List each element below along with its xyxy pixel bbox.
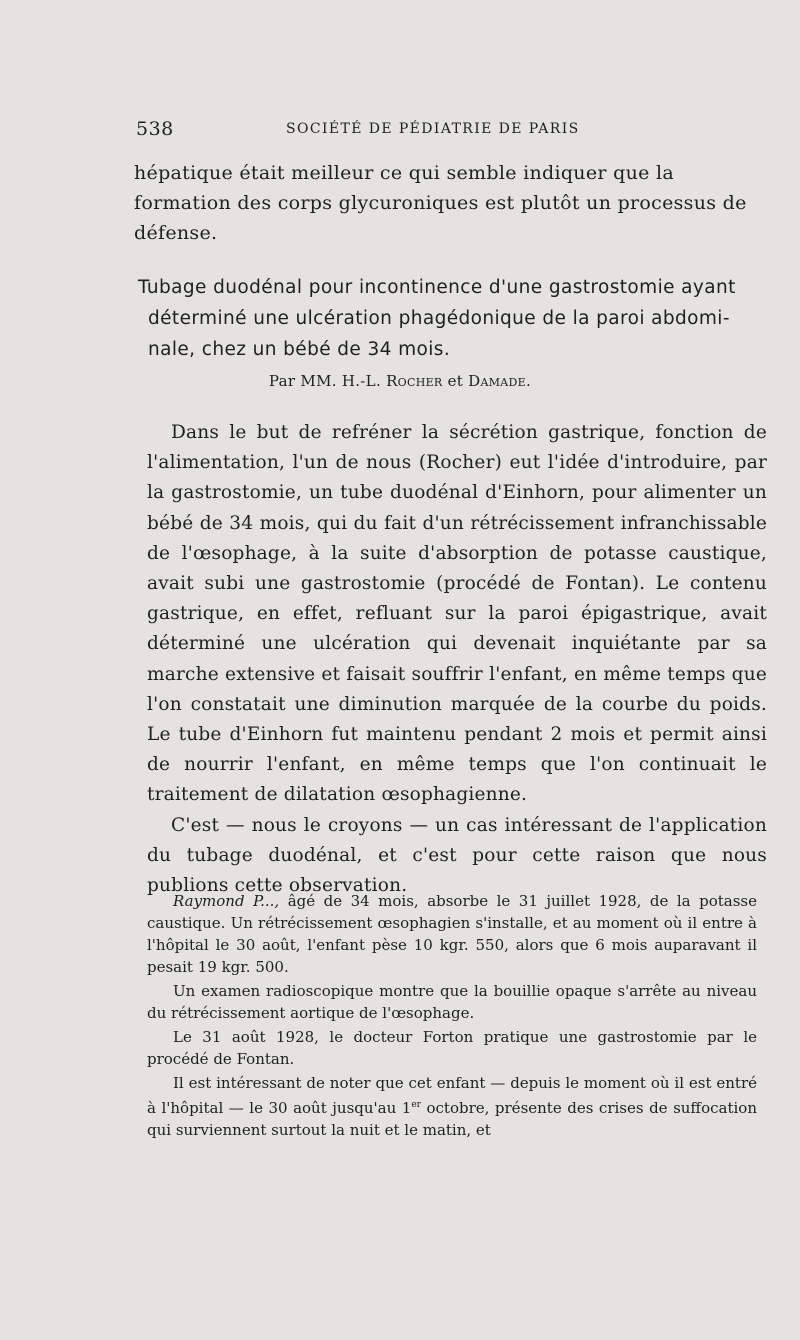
body-paragraph-2: C'est — nous le croyons — un cas intéressant de l'application du tubage duodénal, et c'est pour cette raison que nous publions cette observation.: [147, 814, 767, 897]
case-paragraph-2: Un examen radioscopique montre que la bouillie opaque s'arrête au niveau du rétrécissement aortique de l'œsophage.: [147, 982, 757, 1022]
case-paragraph-1-text: âgé de 34 mois, absorbe le 31 juillet 1928, de la potasse caustique. Un rétrécissement œsophagien s'installe, et au moment où il entre à l'hôpital le 30 août, l'enfant pèse 10 kgr. 550, alors que 6 mois auparavant il pesait 19 kgr. 500.: [147, 892, 757, 976]
case-paragraph-4-text-b: octobre, présente des crises de suffocation qui surviennent surtout la nuit et le matin, et: [147, 1099, 757, 1139]
authors-prefix: Par MM. H.-L.: [268, 372, 387, 390]
title-line-1: Tubage duodénal pour incontinence d'une gastrostomie ayant: [138, 277, 736, 298]
continuation-paragraph: [134, 158, 770, 248]
body-paragraph-1: Dans le but de refréner la sécrétion gastrique, fonction de l'alimentation, l'un de nous (Rocher) eut l'idée d'introduire, par la gastrostomie, un tube duodénal d'Einhorn, pour alimenter un bébé de 34 mois, qui du fait d'un rétrécissement infranchissable de l'œsophage, à la suite d'absorption de potasse caustique, avait subi une gastrostomie (procédé de Fontan). Le contenu gastrique, en effet, refluant sur la paroi épigastrique, avait déterminé une ulcération qui devenait inquiétante par sa marche extensive et faisait souffrir l'enfant, en même temps que l'on constatait une diminution marquée de la courbe du poids. Le tube d'Einhorn fut maintenu pendant 2 mois et permit ainsi de nourrir l'enfant, en même temps que l'on continuait le traitement de dilatation œsophagienne.: [147, 422, 767, 806]
article-body: [147, 418, 767, 901]
article-authors: [0, 372, 800, 390]
author-rocher: Rocher: [386, 372, 443, 390]
authors-suffix: .: [526, 372, 532, 390]
page-header: [136, 118, 756, 142]
patient-name: Raymond P...,: [173, 892, 280, 910]
title-line-2: déterminé une ulcération phagédonique de la paroi abdomi-: [148, 308, 730, 329]
ordinal-superscript: er: [411, 1100, 421, 1110]
authors-join: et: [442, 372, 469, 390]
article-title: [138, 272, 760, 365]
page-number: 538: [136, 118, 174, 140]
continuation-text: hépatique était meilleur ce qui semble indiquer que la formation des corps glycuroniques est plutôt un processus de défense.: [134, 162, 747, 244]
case-paragraph-3: Le 31 août 1928, le docteur Forton pratique une gastrostomie par le procédé de Fontan.: [147, 1028, 757, 1068]
title-line-3: nale, chez un bébé de 34 mois.: [148, 339, 451, 360]
case-paragraph-4: [147, 1072, 757, 1141]
running-head: SOCIÉTÉ DE PÉDIATRIE DE PARIS: [286, 121, 580, 137]
author-damade: Damade: [468, 372, 526, 390]
case-paragraph-1: [147, 890, 757, 978]
case-report: [147, 890, 757, 1143]
case-paragraph-4-text-a: Il est intéressant de noter que cet enfant — depuis le moment où il est entré à l'hôpital — le 30 août jusqu'au 1: [147, 1074, 757, 1117]
